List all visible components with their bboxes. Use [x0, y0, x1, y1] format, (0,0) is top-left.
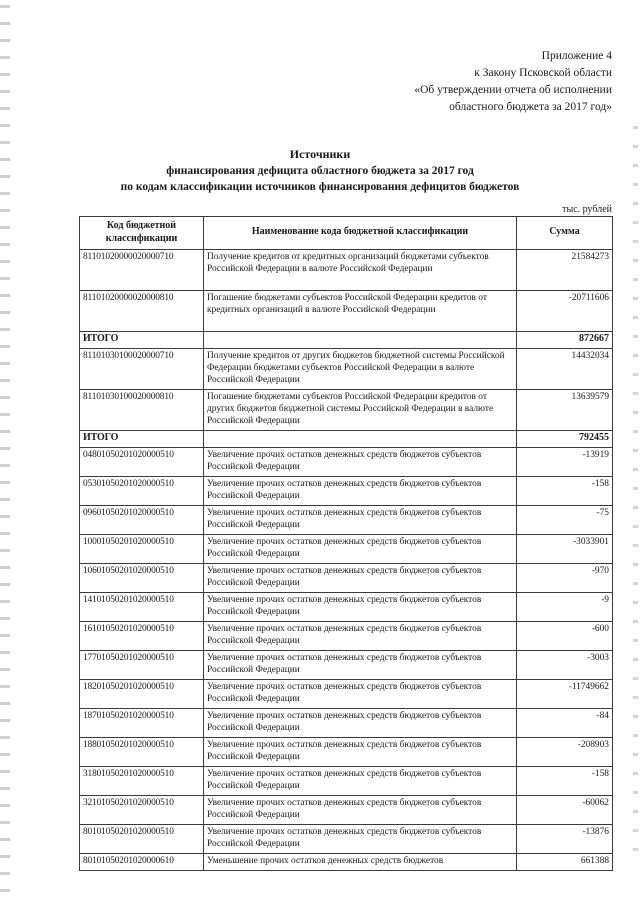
cell-code-description — [204, 332, 517, 349]
units-note: тыс. рублей — [562, 204, 612, 215]
cell-code-description: Увеличение прочих остатков денежных средств бюджетов субъектов Российской Федерации — [204, 535, 517, 564]
table-row — [80, 796, 613, 825]
cell-total-amount: 792455 — [517, 431, 613, 448]
table-row — [80, 825, 613, 854]
table-row — [80, 651, 613, 680]
table-total-row — [80, 332, 613, 349]
cell-amount: -13919 — [517, 448, 613, 477]
header-line-law: к Закону Псковской области — [474, 67, 612, 79]
cell-budget-code: 10001050201020000510 — [80, 535, 204, 564]
cell-budget-code: 32101050201020000510 — [80, 796, 204, 825]
cell-budget-code: 81101030100020000810 — [80, 390, 204, 431]
table-row — [80, 622, 613, 651]
scan-artifact-left-edge — [0, 0, 10, 905]
table-row — [80, 477, 613, 506]
cell-budget-code: 80101050201020000510 — [80, 825, 204, 854]
cell-budget-code: 18801050201020000510 — [80, 738, 204, 767]
table-row — [80, 506, 613, 535]
title-line-1: Источники — [289, 147, 351, 161]
cell-budget-code: 81101020000020000710 — [80, 250, 204, 291]
cell-code-description: Увеличение прочих остатков денежных средств бюджетов субъектов Российской Федерации — [204, 448, 517, 477]
cell-amount: -84 — [517, 709, 613, 738]
cell-budget-code: 16101050201020000510 — [80, 622, 204, 651]
title-line-2: финансирования дефицита областного бюджета за 2017 год — [166, 164, 474, 177]
table-header — [80, 217, 613, 250]
table-row — [80, 448, 613, 477]
cell-code-description: Увеличение прочих остатков денежных средств бюджетов субъектов Российской Федерации — [204, 767, 517, 796]
document-reference-header — [192, 48, 612, 116]
cell-budget-code: 10601050201020000510 — [80, 564, 204, 593]
column-header-code: Код бюджетной классификации — [80, 217, 204, 250]
cell-code-description: Увеличение прочих остатков денежных средств бюджетов субъектов Российской Федерации — [204, 477, 517, 506]
cell-amount: -9 — [517, 593, 613, 622]
cell-amount: -600 — [517, 622, 613, 651]
table-header-row — [80, 217, 613, 250]
cell-amount: -158 — [517, 477, 613, 506]
table-row — [80, 250, 613, 291]
cell-amount: 14432034 — [517, 349, 613, 390]
cell-code-description: Увеличение прочих остатков денежных средств бюджетов субъектов Российской Федерации — [204, 564, 517, 593]
table-row — [80, 680, 613, 709]
column-header-sum: Сумма — [517, 217, 613, 250]
table-row — [80, 390, 613, 431]
page-title — [0, 146, 640, 196]
table-row — [80, 593, 613, 622]
cell-budget-code: 80101050201020000610 — [80, 854, 204, 871]
cell-amount: -158 — [517, 767, 613, 796]
title-line-3: по кодам классификации источников финансирования дефицитов бюджетов — [120, 181, 520, 193]
header-line-appendix: Приложение 4 — [541, 50, 612, 62]
column-header-name: Наименование кода бюджетной классификации — [204, 217, 517, 250]
cell-budget-code: 81101020000020000810 — [80, 291, 204, 332]
table-row — [80, 535, 613, 564]
cell-code-description: Получение кредитов от других бюджетов бюджетной системы Российской Федерации бюджетами субъектов Российской Федерации в валюте Российской Федерации — [204, 349, 517, 390]
cell-amount: 661388 — [517, 854, 613, 871]
cell-budget-code: 18701050201020000510 — [80, 709, 204, 738]
total-label: ИТОГО — [80, 431, 204, 448]
table-body — [80, 250, 613, 871]
table-total-row — [80, 431, 613, 448]
cell-code-description: Уменьшение прочих остатков денежных средств бюджетов — [204, 854, 517, 871]
cell-code-description: Погашение бюджетами субъектов Российской Федерации кредитов от других бюджетов бюджетной системы Российской Федерации в валюте Российской Федерации — [204, 390, 517, 431]
total-label: ИТОГО — [80, 332, 204, 349]
budget-sources-table — [79, 216, 613, 871]
cell-amount: -3003 — [517, 651, 613, 680]
cell-code-description: Увеличение прочих остатков денежных средств бюджетов субъектов Российской Федерации — [204, 622, 517, 651]
cell-budget-code: 31801050201020000510 — [80, 767, 204, 796]
cell-code-description: Увеличение прочих остатков денежных средств бюджетов субъектов Российской Федерации — [204, 680, 517, 709]
table-row — [80, 709, 613, 738]
cell-amount: -3033901 — [517, 535, 613, 564]
cell-code-description — [204, 431, 517, 448]
cell-budget-code: 18201050201020000510 — [80, 680, 204, 709]
cell-code-description: Увеличение прочих остатков денежных средств бюджетов субъектов Российской Федерации — [204, 738, 517, 767]
cell-amount: -13876 — [517, 825, 613, 854]
cell-code-description: Увеличение прочих остатков денежных средств бюджетов субъектов Российской Федерации — [204, 709, 517, 738]
cell-budget-code: 04801050201020000510 — [80, 448, 204, 477]
table-row — [80, 767, 613, 796]
cell-code-description: Увеличение прочих остатков денежных средств бюджетов субъектов Российской Федерации — [204, 593, 517, 622]
table-row — [80, 291, 613, 332]
cell-code-description: Получение кредитов от кредитных организаций бюджетами субъектов Российской Федерации в валюте Российской Федерации — [204, 250, 517, 291]
cell-amount: 21584273 — [517, 250, 613, 291]
cell-code-description: Погашение бюджетами субъектов Российской Федерации кредитов от кредитных организаций в валюте Российской Федерации — [204, 291, 517, 332]
cell-budget-code: 05301050201020000510 — [80, 477, 204, 506]
cell-amount: -970 — [517, 564, 613, 593]
cell-amount: -20711606 — [517, 291, 613, 332]
cell-amount: -75 — [517, 506, 613, 535]
cell-budget-code: 09601050201020000510 — [80, 506, 204, 535]
cell-code-description: Увеличение прочих остатков денежных средств бюджетов субъектов Российской Федерации — [204, 825, 517, 854]
cell-code-description: Увеличение прочих остатков денежных средств бюджетов субъектов Российской Федерации — [204, 651, 517, 680]
cell-amount: 13639579 — [517, 390, 613, 431]
scan-artifact-right-edge — [633, 120, 638, 860]
cell-budget-code: 14101050201020000510 — [80, 593, 204, 622]
cell-amount: -60062 — [517, 796, 613, 825]
cell-budget-code: 17701050201020000510 — [80, 651, 204, 680]
cell-budget-code: 81101030100020000710 — [80, 349, 204, 390]
header-line-act-2: областного бюджета за 2017 год» — [449, 101, 612, 113]
table-row — [80, 738, 613, 767]
cell-amount: -11749662 — [517, 680, 613, 709]
header-line-act-1: «Об утверждении отчета об исполнении — [414, 84, 612, 96]
cell-code-description: Увеличение прочих остатков денежных средств бюджетов субъектов Российской Федерации — [204, 506, 517, 535]
cell-code-description: Увеличение прочих остатков денежных средств бюджетов субъектов Российской Федерации — [204, 796, 517, 825]
budget-table-container — [79, 216, 612, 871]
cell-total-amount: 872667 — [517, 332, 613, 349]
table-row — [80, 564, 613, 593]
table-row — [80, 349, 613, 390]
cell-amount: -208903 — [517, 738, 613, 767]
table-row — [80, 854, 613, 871]
